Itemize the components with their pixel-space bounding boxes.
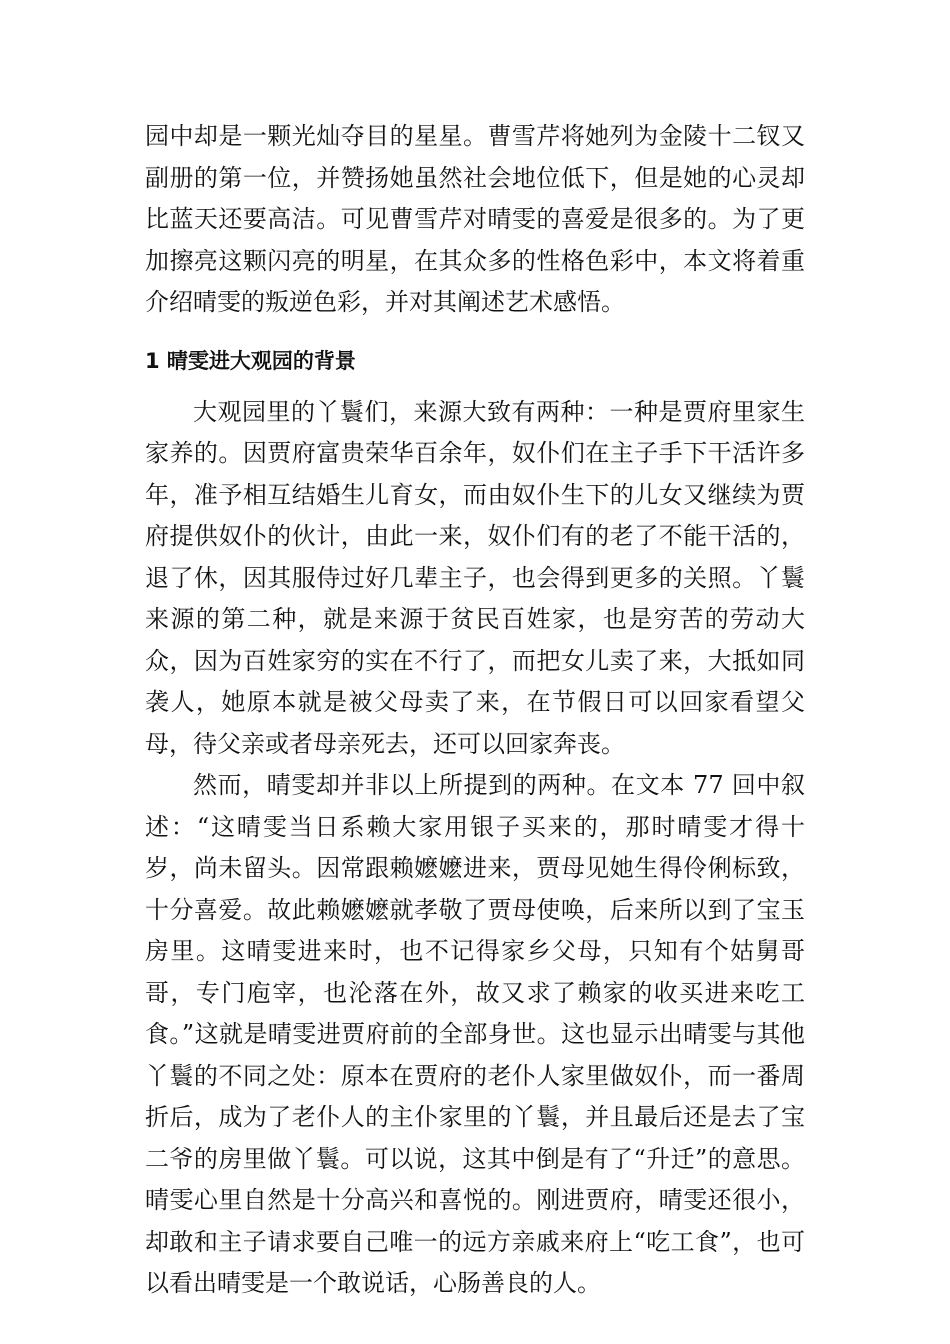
paragraph-intro-continued: 园中却是一颗光灿夺目的星星。曹雪芹将她列为金陵十二钗又副册的第一位，并赞扬她虽然社会地位低下，但是她的心灵却比蓝天还要高洁。可见曹雪芹对晴雯的喜爱是很多的。为了更加擦亮这颗闪亮的明星，在其众多的性格色彩中，本文将着重介绍晴雯的叛逆色彩，并对其阐述艺术感悟。: [145, 122, 805, 316]
paragraph-maid-origins: 大观园里的丫鬟们，来源大致有两种：一种是贾府里家生家养的。因贾府富贵荣华百余年，奴仆们在主子手下干活许多年，准予相互结婚生儿育女，而由奴仆生下的儿女又继续为贾府提供奴仆的伙计，由此一来，奴仆们有的老了不能干活的，退了休，因其服侍过好几辈主子，也会得到更多的关照。丫鬟来源的第二种，就是来源于贫民百姓家，也是穷苦的劳动大众，因为百姓家穷的实在不行了，而把女儿卖了来，大抵如同袭人，她原本就是被父母卖了来，在节假日可以回家看望父母，待父亲或者母亲死去，还可以回家奔丧。: [145, 397, 805, 758]
section-heading: 1 晴雯进大观园的背景: [145, 348, 356, 373]
document-body: [145, 116, 805, 1305]
paragraph-qingwen-background: 然而，晴雯却并非以上所提到的两种。在文本 77 回中叙述：“这晴雯当日系赖大家用银子买来的，那时晴雯才得十岁，尚未留头。因常跟赖嬷嬷进来，贾母见她生得伶俐标致，十分喜爱。故此赖嬷嬷就孝敬了贾母使唤，后来所以到了宝玉房里。这晴雯进来时，也不记得家乡父母，只知有个姑舅哥哥，专门庖宰，也沦落在外，故又求了赖家的收买进来吃工食。”这就是晴雯进贾府前的全部身世。这也显示出晴雯与其他丫鬟的不同之处：原本在贾府的老仆人家里做奴仆，而一番周折后，成为了老仆人的主仆家里的丫鬟，并且最后还是去了宝二爷的房里做丫鬟。可以说，这其中倒是有了“升迁”的意思。晴雯心里自然是十分高兴和喜悦的。刚进贾府，晴雯还很小，却敢和主子请求要自己唯一的远方亲戚来府上“吃工食”，也可以看出晴雯是一个敢说话，心肠善良的人。: [145, 771, 805, 1297]
